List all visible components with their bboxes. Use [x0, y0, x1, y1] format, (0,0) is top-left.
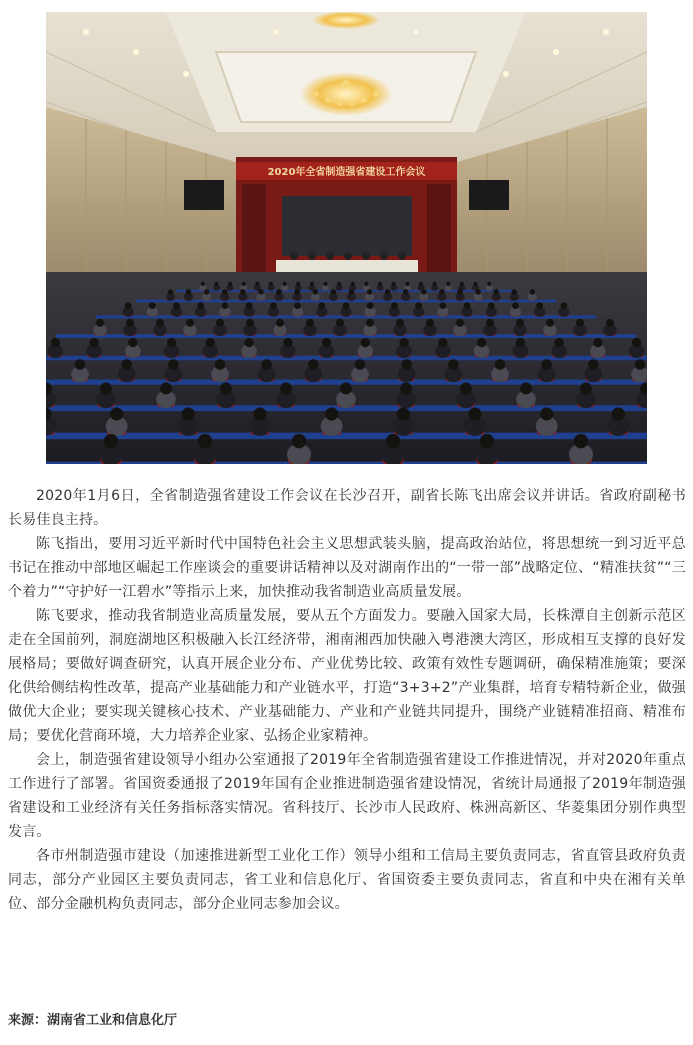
attendee-head [426, 319, 434, 327]
paragraph-4: 会上，制造强省建设领导小组办公室通报了2019年全省制造强省建设工作推进情况，并对2020年重点工作进行了部署。省国资委通报了2019年国有企业推进制造强省建设情况，省统计局通报了2019年制造强省建设和工业经济有关任务指标落实情况。省科技厅、长沙市人民政府、株洲高新区、华菱集团分别作典型发言。 [8, 752, 686, 840]
attendee-head [606, 319, 614, 327]
attendee-head [438, 338, 447, 347]
attendee-head [456, 319, 464, 327]
attendee-head [228, 282, 232, 286]
attendee-head [336, 319, 344, 327]
desk-row [46, 462, 647, 464]
attendee-head [401, 359, 412, 370]
paragraph-5: 各市州制造强市建设（加速推进新型工业化工作）领导小组和工信局主要负责同志，省直管县政府负责同志，部分产业园区主要负责同志，省工业和信息化厅、省国资委主要负责同志，省直和中央在湘有关单位、部分金融机构负责同志，部分企业同志参加会议。 [8, 848, 686, 912]
left-screen [184, 180, 224, 210]
attendee-head [110, 407, 123, 420]
rostrum-table [276, 260, 418, 274]
attendee-head [415, 302, 422, 309]
attendee-head [580, 382, 592, 394]
attendee-head [220, 382, 232, 394]
attendee-head [294, 289, 299, 294]
paragraph-1: 2020年1月6日，全省制造强省建设工作会议在长沙召开，副省长陈飞出席会议并讲话。省政府副秘书长易佳良主持。 [8, 488, 686, 528]
conference-hall-illustration [46, 12, 647, 464]
attendee-head [156, 319, 164, 327]
attendee-head [520, 382, 532, 394]
attendee-head [561, 302, 568, 309]
attendee-head [367, 302, 374, 309]
attendee-head [460, 282, 464, 286]
attendee-head [512, 289, 517, 294]
attendee-head [512, 302, 519, 309]
article-source: 来源：湖南省工业和信息化厅 [8, 1013, 178, 1028]
attendee-head [385, 289, 390, 294]
paragraph-2: 陈飞指出，要用习近平新时代中国特色社会主义思想武装头脑，提高政治站位，将思想统一到习近平总书记在推动中部地区崛起工作座谈会的重要讲话精神以及对湖南作出的“一带一部”战略定位、“精准扶贫”“三个着力”“守护好一江碧水”等指示上来，加快推动我省制造业高质量发展。 [8, 536, 686, 600]
stage-curtain-right [427, 184, 451, 274]
right-screen [469, 180, 509, 210]
attendee-head [168, 289, 173, 294]
attendee-head [201, 282, 205, 286]
attendee-head [270, 302, 277, 309]
attendee-head [460, 382, 472, 394]
attendee-head [306, 319, 314, 327]
attendee-head [182, 407, 195, 420]
paragraph-3: 陈飞要求，推动我省制造业高质量发展，要从五个方面发力。要融入国家大局，长株潭自主创新示范区走在全国前列，洞庭湖地区积极融入长江经济带，湘南湘西加快融入粤港澳大湾区，形成相互支撑的良好发展格局；要做好调查研究，认真开展企业分布、产业优势比较、政策有效性专题调研，确保精准施策；要深化供给侧结构性改革，提高产业基础能力和产业链水平，打造“3+3+2”产业集群，培育专精特新企业，做强做优大企业；要实现关键核心技术、产业基础能力、产业和产业链共同提升，围绕产业链精准招商、精准布局；要优化营商环境，大力培养企业家、弘扬企业家精神。 [8, 608, 686, 744]
attendee-head [391, 302, 398, 309]
attendee-head [554, 338, 563, 347]
attendee-head [448, 359, 459, 370]
attendee-head [349, 289, 354, 294]
attendee-head [495, 359, 506, 370]
attendee-head [386, 434, 400, 448]
attendee-head [276, 319, 284, 327]
attendee-head [475, 289, 480, 294]
attendee-head [405, 282, 409, 286]
attendee-head [343, 302, 350, 309]
attendee-head [516, 338, 525, 347]
desk-row [46, 433, 647, 440]
attendee-head [280, 382, 292, 394]
attendee-head [477, 338, 486, 347]
attendee-head [439, 289, 444, 294]
attendee-head [464, 302, 471, 309]
attendee-head [294, 302, 301, 309]
attendee-head [574, 434, 588, 448]
attendee-head [433, 282, 437, 286]
stage-curtain-left [242, 184, 266, 274]
attendee-head [403, 289, 408, 294]
attendee-head [488, 302, 495, 309]
attendee-head [340, 382, 352, 394]
attendee-head [242, 282, 246, 286]
attendee-head [197, 302, 204, 309]
attendee-head [516, 319, 524, 327]
attendee-head [536, 302, 543, 309]
attendee-head [51, 338, 60, 347]
attendee-head [487, 282, 491, 286]
attendee-head [421, 289, 426, 294]
attendee-head [96, 319, 104, 327]
attendee-head [125, 302, 132, 309]
attendee-head [167, 338, 176, 347]
attendee-head [351, 282, 355, 286]
attendee-head [486, 319, 494, 327]
attendee-head [367, 289, 372, 294]
attendee-head [310, 282, 314, 286]
attendee-head [480, 434, 494, 448]
attendee-head [400, 382, 412, 394]
attendee-head [337, 282, 341, 286]
stage-screen [282, 196, 412, 256]
attendee-head [283, 282, 287, 286]
attendee-head [366, 319, 374, 327]
attendee-head [541, 359, 552, 370]
attendee-head [364, 282, 368, 286]
attendee-head [576, 319, 584, 327]
attendee-head [255, 282, 259, 286]
article-body [8, 484, 686, 916]
attendee-head [361, 338, 370, 347]
attendee-head [588, 359, 599, 370]
attendee-head [198, 434, 212, 448]
attendee-head [397, 407, 410, 420]
attendee-head [296, 282, 300, 286]
attendee-head [378, 282, 382, 286]
attendee-head [313, 289, 318, 294]
stage-banner-text: 2020年全省制造强省建设工作会议 [267, 167, 426, 178]
attendee-head [457, 289, 462, 294]
attendee-head [355, 359, 366, 370]
attendee-head [253, 407, 266, 420]
attendee-head [173, 302, 180, 309]
attendee-head [149, 302, 156, 309]
attendee-head [126, 319, 134, 327]
attendee-head [75, 359, 86, 370]
attendee-head [214, 282, 218, 286]
attendee-head [186, 289, 191, 294]
attendee-head [222, 302, 229, 309]
attendee-head [439, 302, 446, 309]
attendee-head [635, 359, 646, 370]
attendee-head [283, 338, 292, 347]
attendee-head [186, 319, 194, 327]
attendee-head [168, 359, 179, 370]
attendee-head [632, 338, 641, 347]
attendee-head [246, 319, 254, 327]
attendee-head [128, 338, 137, 347]
attendee-head [261, 359, 272, 370]
attendee-head [240, 289, 245, 294]
conference-photo [46, 12, 647, 464]
attendee-head [215, 359, 226, 370]
attendee-head [258, 289, 263, 294]
attendee-head [530, 289, 535, 294]
attendee-head [546, 319, 554, 327]
attendee-head [100, 382, 112, 394]
attendee-head [325, 407, 338, 420]
attendee-head [292, 434, 306, 448]
attendee-head [493, 289, 498, 294]
attendee-head [612, 407, 625, 420]
attendee-head [308, 359, 319, 370]
attendee-head [269, 282, 273, 286]
attendee-head [392, 282, 396, 286]
attendee-head [204, 289, 209, 294]
attendee-head [276, 289, 281, 294]
attendee-head [593, 338, 602, 347]
attendee-head [160, 382, 172, 394]
attendee-head [419, 282, 423, 286]
attendee-head [468, 407, 481, 420]
attendee-head [396, 319, 404, 327]
attendee-head [206, 338, 215, 347]
attendee-head [121, 359, 132, 370]
attendee-head [216, 319, 224, 327]
attendee-head [399, 338, 408, 347]
attendee-head [323, 282, 327, 286]
attendee-head [322, 338, 331, 347]
attendee-head [89, 338, 98, 347]
attendee-head [222, 289, 227, 294]
attendee-head [540, 407, 553, 420]
attendee-head [331, 289, 336, 294]
attendee-head [318, 302, 325, 309]
attendee-head [244, 338, 253, 347]
attendee-head [104, 434, 118, 448]
attendee-head [246, 302, 253, 309]
attendee-head [473, 282, 477, 286]
attendee-head [446, 282, 450, 286]
